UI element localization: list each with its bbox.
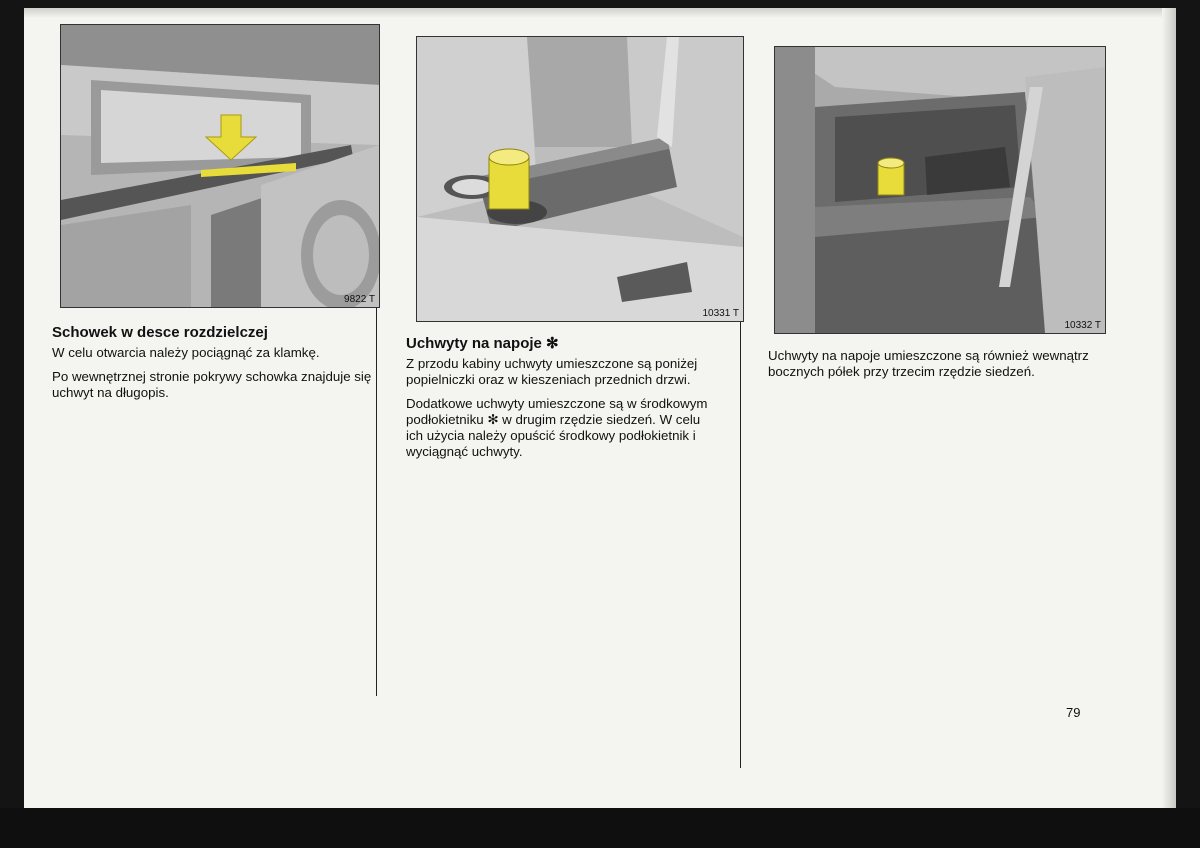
figure-glovebox [60,24,380,308]
center-cupholder-illustration [417,37,743,321]
paragraph: Dodatkowe uchwyty umieszczone są w środkowym podłokietniku ✻ w drugim rzędzie siedzeń. W celu ich użycia należy opuścić środkowy podłokietnik i wyciągnąć uchwyty. [406,396,708,459]
paragraph: Po wewnętrznej stronie pokrywy schowka znajduje się uchwyt na długopis. [52,369,372,400]
section-glovebox [52,324,372,409]
paragraph: Uchwyty na napoje umieszczone są również wewnątrz bocznych półek przy trzecim rzędzie siedzeń. [768,348,1089,379]
figure-code: 9822 T [344,294,375,305]
figure-code: 10331 T [702,308,739,319]
section-rear-cupholders [768,348,1098,388]
figure-code: 10332 T [1064,320,1101,331]
manual-page [24,8,1176,808]
section-heading: Uchwyty na napoje ✻ [406,335,559,352]
page-binding-edge [1162,8,1176,808]
rear-cupholder-illustration [775,47,1105,333]
paragraph: Z przodu kabiny uchwyty umieszczone są poniżej popielniczki oraz w kieszeniach przednich drzwi. [406,356,698,387]
glovebox-illustration [61,25,379,307]
section-heading: Schowek w desce rozdzielczej [52,324,268,341]
paragraph: W celu otwarcia należy pociągnąć za klamkę. [52,345,320,360]
scan-bottom-border [0,808,1200,848]
figure-center-cupholder [416,36,744,322]
section-cupholders [406,334,716,468]
figure-rear-side-cupholder [774,46,1106,334]
page-number: 79 [1066,705,1081,720]
page-top-shadow [24,8,1176,18]
